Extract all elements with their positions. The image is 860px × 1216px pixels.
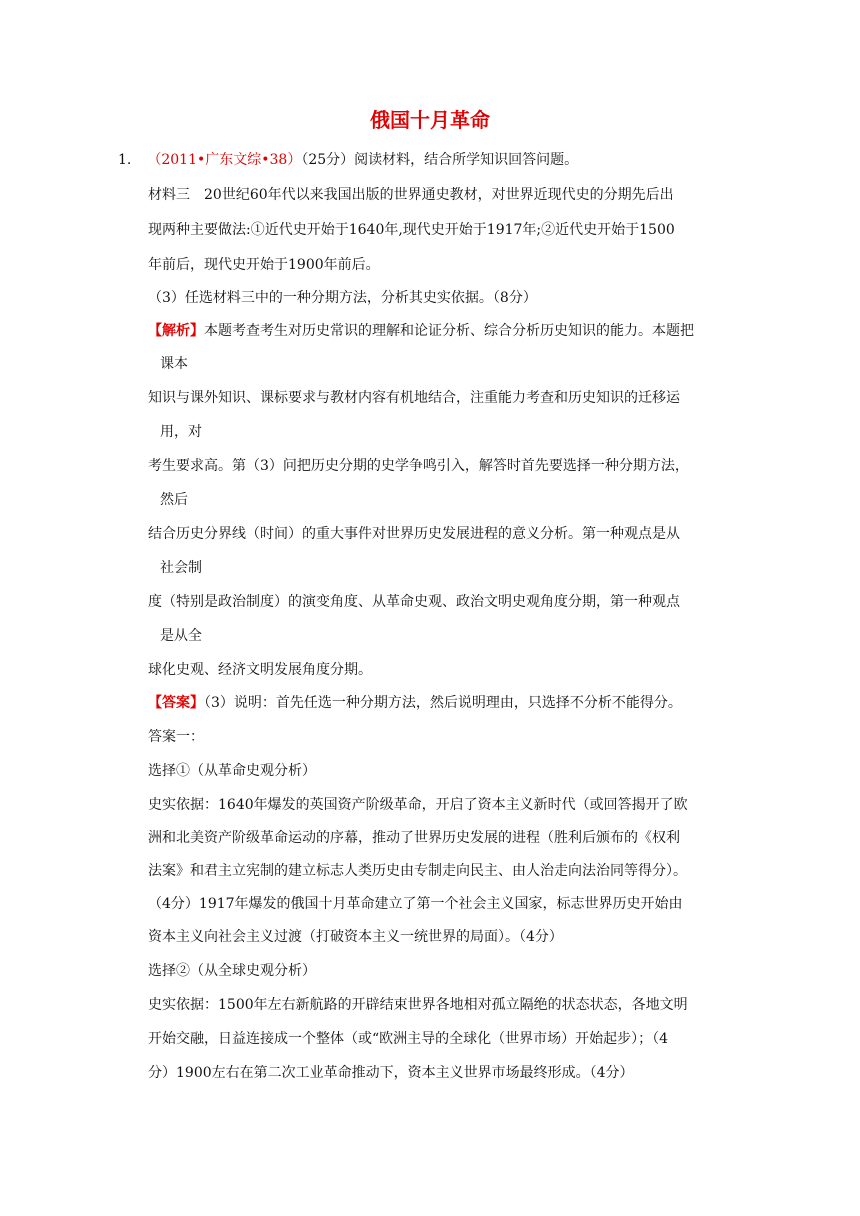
material-line: 年前后，现代史开始于1900年前后。 xyxy=(148,257,380,273)
question-number: 1. xyxy=(118,152,132,168)
answer-line: 答案一： xyxy=(148,729,204,745)
material-line: 材料三 20世纪60年代以来我国出版的世界通史教材，对世界近现代史的分期先后出 xyxy=(148,187,674,203)
answer-line: 资本主义向社会主义过渡（打破资本主义一统世界的局面）。（4分） xyxy=(148,929,563,945)
analysis-line: 课本 xyxy=(160,356,188,372)
sub-question: （3）任选材料三中的一种分期方法，分析其史实依据。（8分） xyxy=(148,290,537,306)
analysis-line: 本题考查考生对历史常识的理解和论证分析、综合分析历史知识的能力。本题把 xyxy=(204,323,694,339)
answer-line: 史实依据：1500年左右新航路的开辟结束世界各地相对孤立隔绝的状态状态，各地文明 xyxy=(148,997,688,1013)
answer-line: 开始交融，日益连接成一个整体（或“欧洲主导的全球化（世界市场）开始起步）；（4 xyxy=(148,1031,669,1047)
answer-line: 洲和北美资产阶级革命运动的序幕，推动了世界历史发展的进程（胜利后颁布的《权利 xyxy=(148,830,680,846)
question-source: （2011•广东文综•38） xyxy=(147,152,302,168)
answer-line: 分）1900左右在第二次工业革命推动下，资本主义世界市场最终形成。（4分） xyxy=(148,1065,634,1081)
answer-line: 选择②（从全球史观分析） xyxy=(148,963,316,979)
analysis-line: 结合历史分界线（时间）的重大事件对世界历史发展进程的意义分析。第一种观点是从 xyxy=(148,526,680,542)
analysis-tag: 【解析】 xyxy=(148,323,204,339)
page-title: 俄国十月革命 xyxy=(370,108,490,132)
question-header xyxy=(118,150,578,170)
answer-line: 选择①（从革命史观分析） xyxy=(148,763,316,779)
answer-line: 史实依据：1640年爆发的英国资产阶级革命，开启了资本主义新时代（或回答揭开了欧 xyxy=(148,797,688,813)
answer-tag: 【答案】 xyxy=(148,695,204,711)
material-line: 现两种主要做法:①近代史开始于1640年,现代史开始于1917年;②近代史开始于1500 xyxy=(148,222,675,238)
answer-first-line xyxy=(148,693,682,713)
analysis-line: 用，对 xyxy=(160,424,202,440)
analysis-line: 度（特别是政治制度）的演变角度、从革命史观、政治文明史观角度分期，第一种观点 xyxy=(148,594,680,610)
analysis-line: 是从全 xyxy=(160,628,202,644)
analysis-line: 知识与课外知识、课标要求与教材内容有机地结合，注重能力考查和历史知识的迁移运 xyxy=(148,390,680,406)
answer-intro: （3）说明：首先任选一种分期方法，然后说明理由，只选择不分析不能得分。 xyxy=(204,695,682,711)
question-prompt: （25分）阅读材料，结合所学知识回答问题。 xyxy=(301,152,579,168)
analysis-line: 球化史观、经济文明发展角度分期。 xyxy=(148,662,372,678)
analysis-first-line xyxy=(148,321,694,341)
analysis-line: 考生要求高。第（3）问把历史分期的史学争鸣引入，解答时首先要选择一种分期方法， xyxy=(148,458,689,474)
answer-line: （4分）1917年爆发的俄国十月革命建立了第一个社会主义国家，标志世界历史开始由 xyxy=(148,896,683,912)
answer-line: 法案》和君主立宪制的建立标志人类历史由专制走向民主、由人治走向法治同等得分）。 xyxy=(148,863,687,879)
analysis-line: 社会制 xyxy=(160,560,202,576)
analysis-line: 然后 xyxy=(160,492,188,508)
